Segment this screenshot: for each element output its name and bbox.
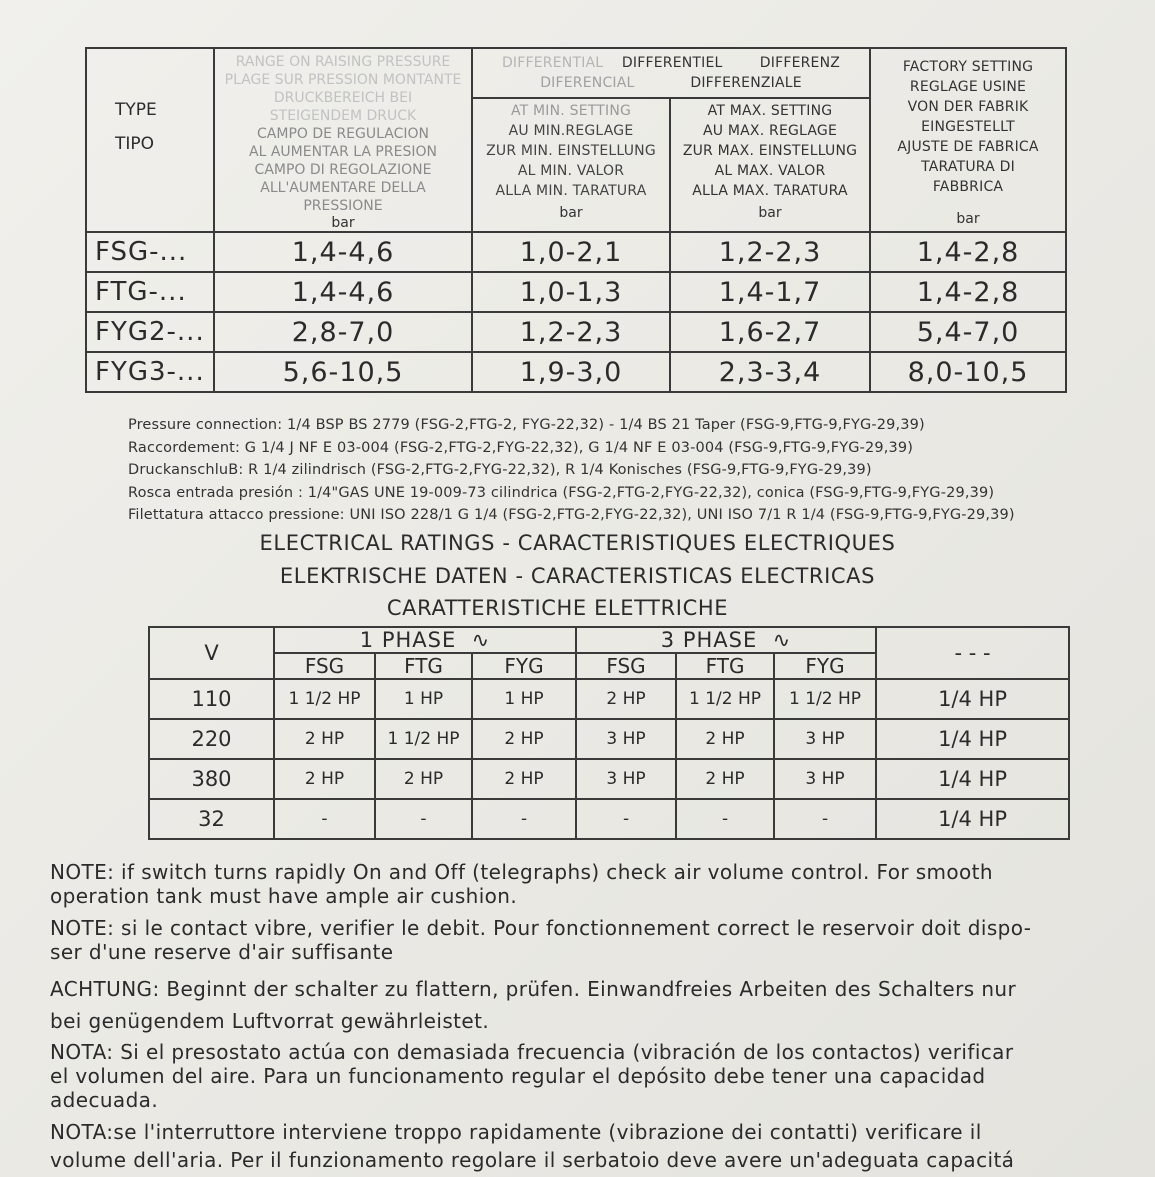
connection-notes bbox=[128, 414, 1015, 527]
note-german: ACHTUNG: Beginnt der schalter zu flattern, prüfen. Einwandfreies Arbeiten des Schalters nur bei genügendem Luftvorrat gewährleistet. bbox=[50, 977, 1017, 1033]
model-header: FSG bbox=[576, 653, 676, 679]
table-row: FSG-... 1,4-4,6 1,0-2,1 1,2-2,3 1,4-2,8 bbox=[86, 232, 1066, 272]
three-phase-header: 3 PHASE ∿ bbox=[576, 627, 876, 653]
note-italian: NOTA:se l'interruttore interviene troppo rapidamente (vibrazione dei contatti) verificare il volume dell'aria. Per il funzionamento regolare il serbatoio deve avere un'adeguata capacitá bbox=[50, 1120, 1015, 1172]
pressure-range-table bbox=[85, 47, 1067, 393]
note-spanish: NOTA: Si el presostato actúa con demasiada frecuencia (vibración de los contactos) verificar el volumen del aire. Para un funcionamento regular el depósito debe tener una capacidad adecuada. bbox=[50, 1040, 1014, 1112]
table-row: 32 - - - - - - 1/4 HP bbox=[149, 799, 1069, 839]
electrical-title-3: CARATTERISTICHE ELETTRICHE bbox=[386, 596, 729, 620]
model-header: FYG bbox=[774, 653, 876, 679]
table-row: FYG3-... 5,6-10,5 1,9-3,0 2,3-3,4 8,0-10,5 bbox=[86, 352, 1066, 392]
model-header: FTG bbox=[676, 653, 774, 679]
table-row: 220 2 HP 1 1/2 HP 2 HP 3 HP 2 HP 3 HP 1/4 HP bbox=[149, 719, 1069, 759]
min-setting-header: AT MIN. SETTING AU MIN.REGLAGE ZUR MIN. EINSTELLUNG AL MIN. VALOR ALLA MIN. TARATURA bar bbox=[472, 98, 670, 232]
connection-note: Rosca entrada presión : 1/4"GAS UNE 19-009-73 cilindrica (FSG-2,FTG-2,FYG-22,32), conica (FSG-9,FTG-9,FYG-29,39) bbox=[128, 484, 995, 501]
single-phase-header: 1 PHASE ∿ bbox=[274, 627, 576, 653]
table-row: 110 1 1/2 HP 1 HP 1 HP 2 HP 1 1/2 HP 1 1/2 HP 1/4 HP bbox=[149, 679, 1069, 719]
electrical-title-2: ELEKTRISCHE DATEN - CARACTERISTICAS ELECTRICAS bbox=[279, 564, 876, 588]
connection-note: DruckanschluB: R 1/4 zilindrisch (FSG-2,FTG-2,FYG-22,32), R 1/4 Konisches (FSG-9,FTG-9,FYG-29,39) bbox=[128, 462, 872, 478]
connection-note: Raccordement: G 1/4 J NF E 03-004 (FSG-2,FTG-2,FYG-22,32), G 1/4 NF E 03-004 (FSG-9,FTG-9,FYG-29,39) bbox=[128, 439, 914, 456]
differential-header: DIFFERENTIAL DIFFERENTIEL DIFFERENZ DIFERENCIAL DIFFERENZIALE bbox=[472, 48, 870, 98]
range-header: RANGE ON RAISING PRESSURE PLAGE SUR PRESSION MONTANTE DRUCKBEREICH BEI STEIGENDEM DRUCK CAMPO DE REGULACION AL AUMENTAR LA PRESION CAMPO DI REGOLAZIONE ALL'AUMENTARE DELLA PRESSIONE bar bbox=[214, 48, 472, 232]
connection-note: Pressure connection: 1/4 BSP BS 2779 (FSG-2,FTG-2, FYG-22,32) - 1/4 BS 21 Taper (FSG-9,FTG-9,FYG-29,39) bbox=[128, 417, 925, 433]
note-english: NOTE: if switch turns rapidly On and Off (telegraphs) check air volume control. For smooth operation tank must have ample air cushion. bbox=[50, 860, 994, 908]
dashes-header: - - - bbox=[876, 627, 1069, 679]
electrical-title-1: ELECTRICAL RATINGS - CARACTERISTIQUES ELECTRIQUES bbox=[259, 531, 896, 555]
electrical-ratings-table bbox=[148, 626, 1070, 840]
voltage-header: V bbox=[149, 627, 274, 679]
note-french: NOTE: si le contact vibre, verifier le debit. Pour fonctionnement correct le reservoir doit dispo- ser d'une reserve d'air suffisante bbox=[50, 916, 1032, 964]
type-header: TYPE TIPO bbox=[86, 48, 214, 232]
range-unit: bar bbox=[331, 215, 355, 231]
table-row: FTG-... 1,4-4,6 1,0-1,3 1,4-1,7 1,4-2,8 bbox=[86, 272, 1066, 312]
table-row: 380 2 HP 2 HP 2 HP 3 HP 2 HP 3 HP 1/4 HP bbox=[149, 759, 1069, 799]
table-row: FYG2-... 2,8-7,0 1,2-2,3 1,6-2,7 5,4-7,0 bbox=[86, 312, 1066, 352]
ac-wave-icon: ∿ bbox=[471, 628, 491, 652]
model-header: FYG bbox=[472, 653, 576, 679]
connection-note: Filettatura attacco pressione: UNI ISO 228/1 G 1/4 (FSG-2,FTG-2,FYG-22,32), UNI ISO 7/1 R 1/4 (FSG-9,FTG-9,FYG-29,39) bbox=[128, 507, 1015, 523]
model-header: FSG bbox=[274, 653, 375, 679]
max-setting-header: AT MAX. SETTING AU MAX. REGLAGE ZUR MAX. EINSTELLUNG AL MAX. VALOR ALLA MAX. TARATURA bar bbox=[670, 98, 870, 232]
factory-setting-header: FACTORY SETTING REGLAGE USINE VON DER FABRIK EINGESTELLT AJUSTE DE FABRICA TARATURA DI FABBRICA bar bbox=[870, 48, 1066, 232]
ac-wave-icon: ∿ bbox=[772, 628, 792, 652]
model-header: FTG bbox=[375, 653, 472, 679]
